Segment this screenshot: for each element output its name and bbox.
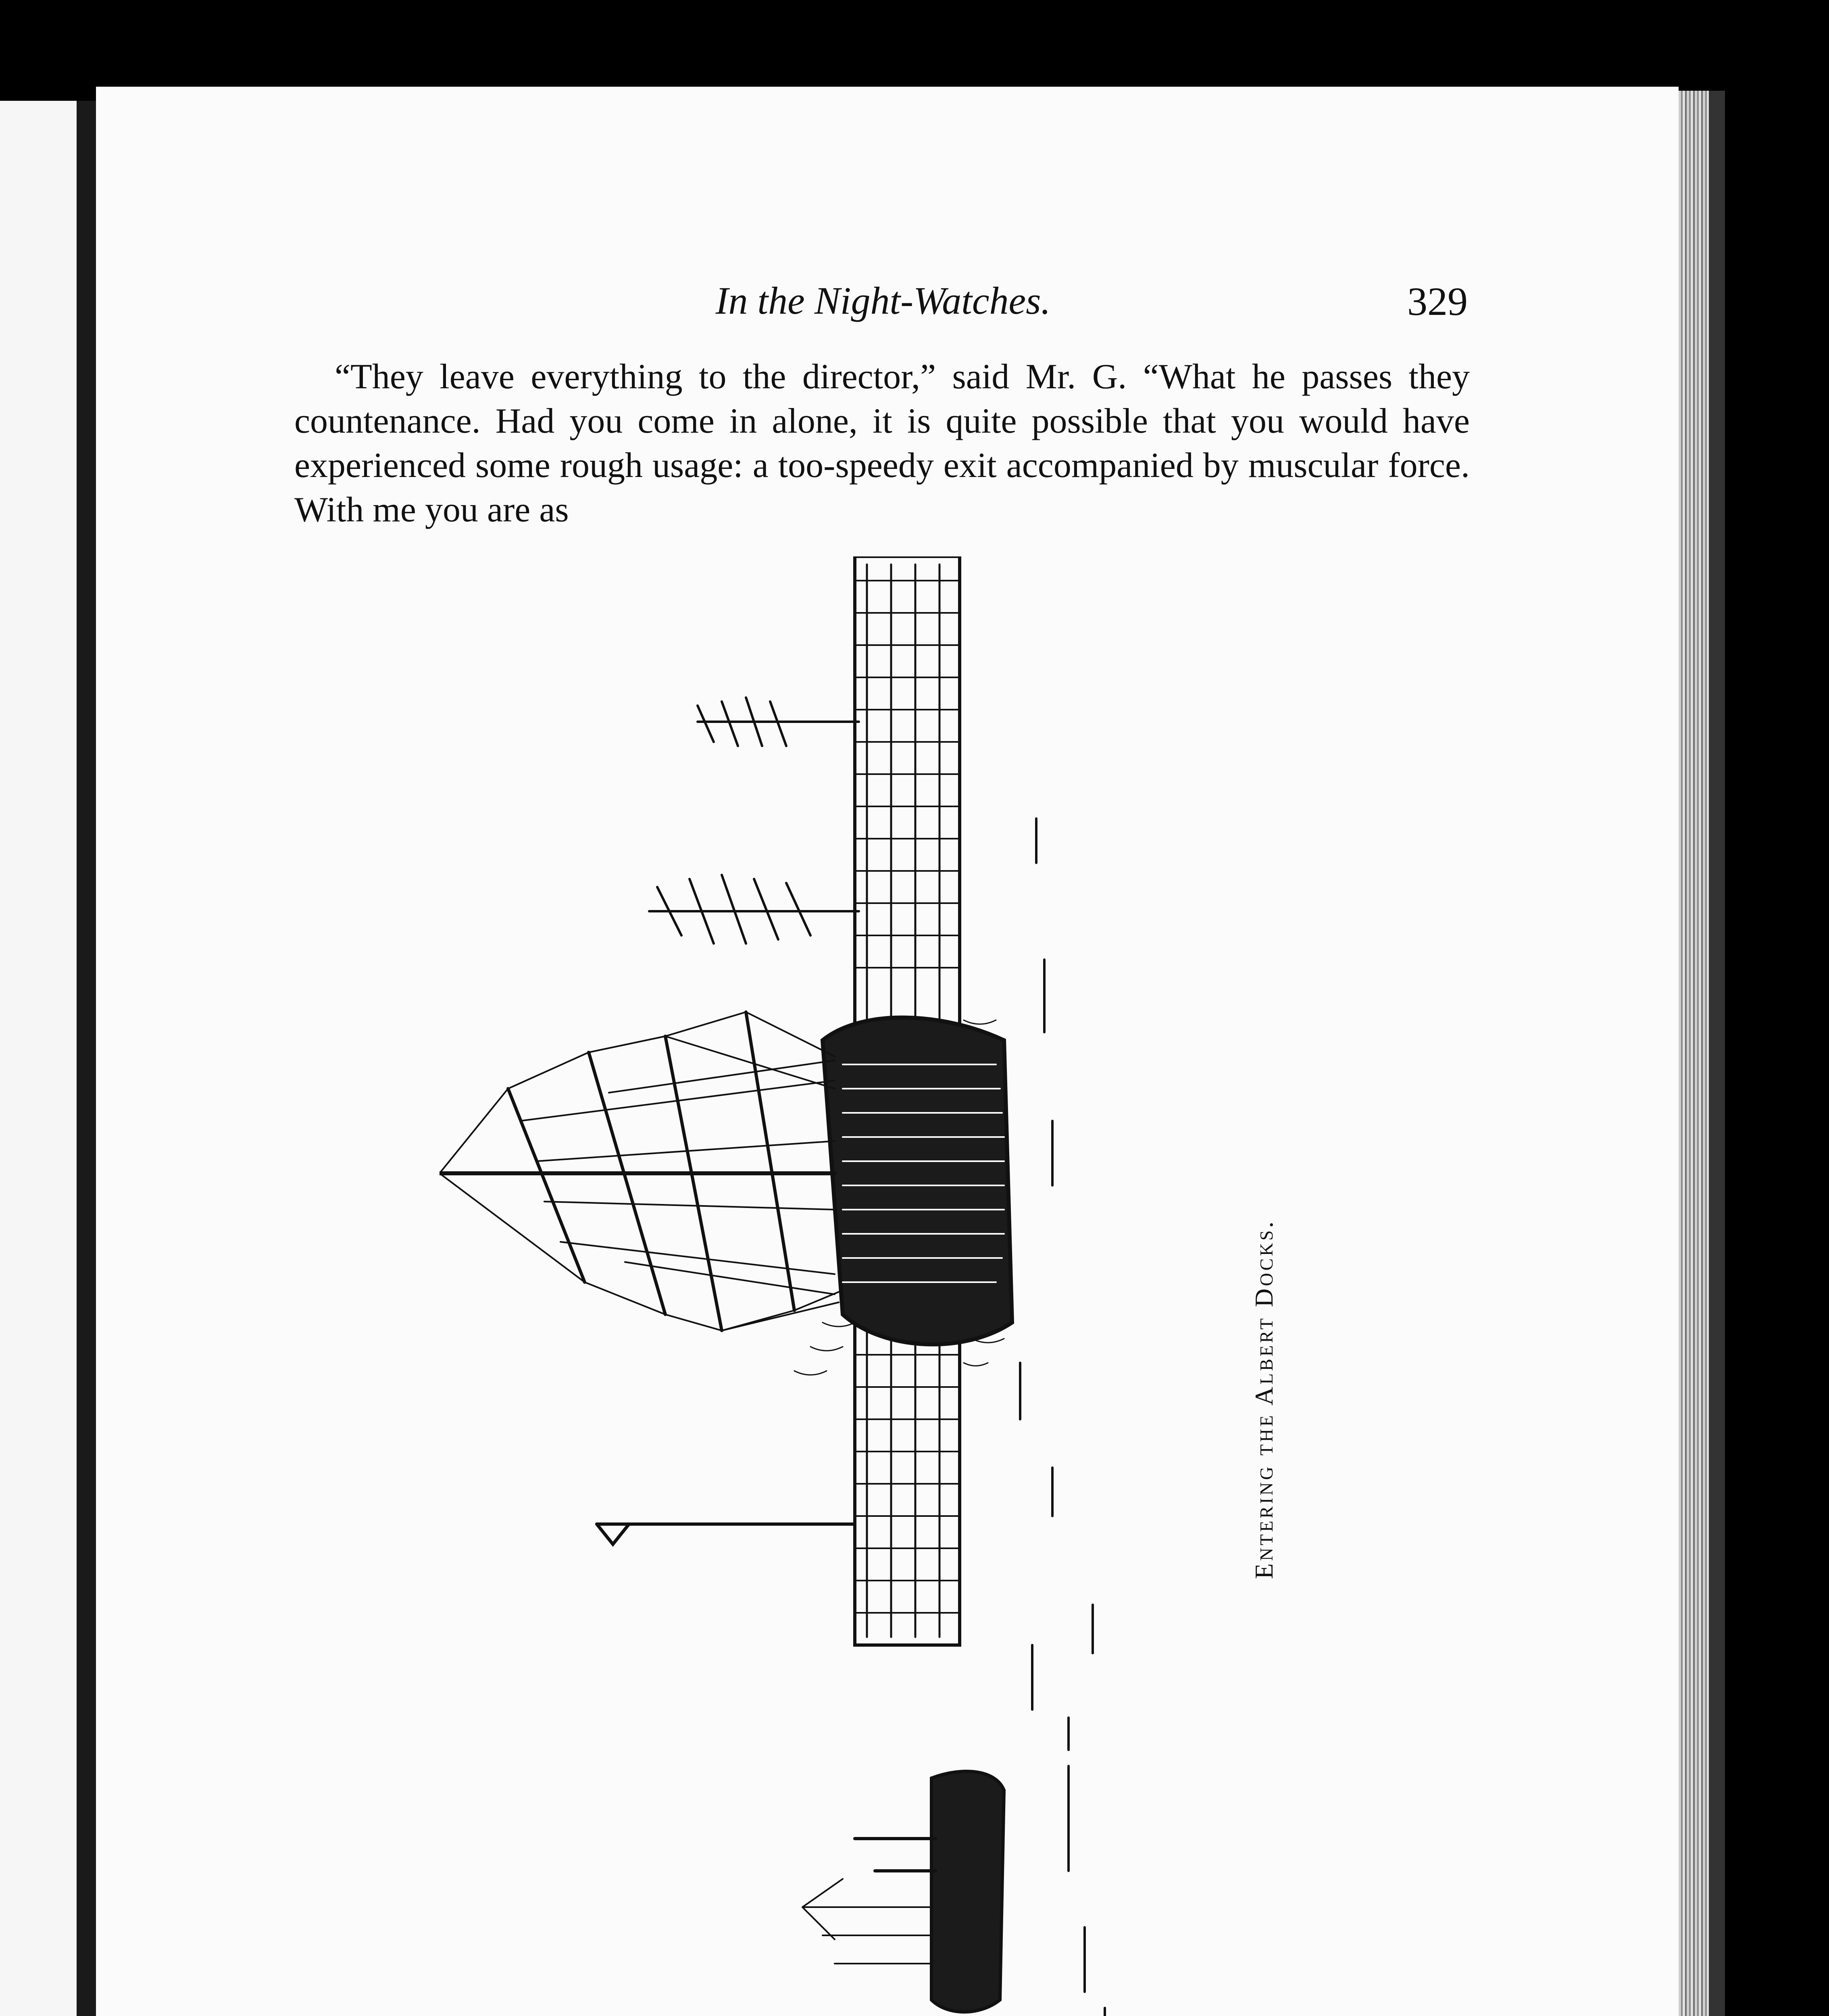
paragraph-director: “They leave everything to the director,” said Mr. G. “What he passes they countenance. Had you come in alone, it is quite possible that you would have experienced some rough usage: a too-speedy exit accompanied by muscular force. With me you are as (294, 357, 1470, 529)
page-number: 329 (1407, 279, 1468, 324)
book-cover-edge (1709, 91, 1725, 2016)
book-gutter (77, 101, 96, 2016)
running-title: In the Night-Watches. (715, 279, 1051, 322)
top-text-block (294, 355, 1470, 532)
running-head (298, 278, 1468, 335)
page-stack-edge (1679, 91, 1709, 2016)
albert-docks-illustration (440, 556, 1246, 2016)
left-page-edge (0, 101, 77, 2016)
caption-area (1234, 1137, 1294, 1661)
illustration-caption: Entering the Albert Docks. (1250, 1219, 1278, 1579)
